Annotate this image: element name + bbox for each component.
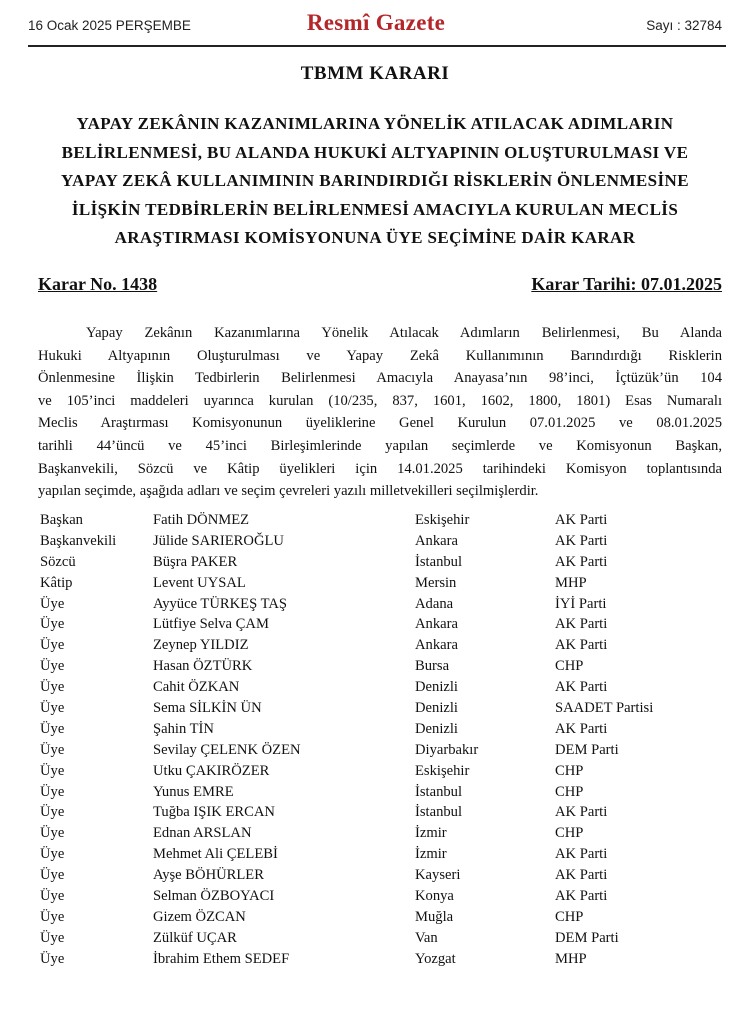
member-role: Üye xyxy=(40,595,65,612)
member-name: Yunus EMRE xyxy=(153,783,234,800)
member-row xyxy=(38,700,738,721)
member-constituency: İzmir xyxy=(415,846,447,863)
member-name: Lütfiye Selva ÇAM xyxy=(153,616,269,633)
member-constituency: Diyarbakır xyxy=(415,741,479,758)
member-party: AK Parti xyxy=(555,512,608,528)
member-row xyxy=(38,512,738,533)
body-line: Hukuki Altyapının Oluşturulması ve Yapay Zekâ Kullanımının Barındırdığı Risklerin xyxy=(38,347,722,364)
member-party: AK Parti xyxy=(555,679,608,696)
member-row xyxy=(38,721,738,742)
member-row xyxy=(38,679,738,700)
member-constituency: Eskişehir xyxy=(415,512,470,528)
member-row xyxy=(38,763,738,784)
member-row xyxy=(38,554,738,575)
subject-line: İLİŞKİN TEDBİRLERİN BELİRLENMESİ AMACIYLA KURULAN MECLİS xyxy=(71,199,679,219)
member-constituency: İstanbul xyxy=(415,804,463,821)
member-row xyxy=(38,658,738,679)
member-party: CHP xyxy=(555,908,584,925)
member-role: Üye xyxy=(40,888,65,905)
member-role: Üye xyxy=(40,867,65,884)
member-role: Üye xyxy=(40,846,65,863)
subject-line: ARAŞTIRMASI KOMİSYONUNA ÜYE SEÇİMİNE DAİR KARAR xyxy=(114,228,636,248)
member-name: Jülide SARIEROĞLU xyxy=(153,532,284,549)
member-name: Cahit ÖZKAN xyxy=(153,679,240,696)
member-role: Üye xyxy=(40,929,65,946)
members-list xyxy=(38,512,738,972)
subject-line: BELİRLENMESİ, BU ALANDA HUKUKİ ALTYAPININ OLUŞTURULMASI VE xyxy=(61,142,689,162)
member-name: Büşra PAKER xyxy=(153,553,238,570)
subject-line: YAPAY ZEKÂNIN KAZANIMLARINA YÖNELİK ATILACAK ADIMLARIN xyxy=(76,114,674,133)
member-constituency: Mersin xyxy=(415,574,457,591)
decision-number: Karar No. 1438 xyxy=(38,274,158,294)
body-line: Başkanvekili, Sözcü ve Kâtip üyelikleri için 14.01.2025 tarihindeki Komisyon toplantısında xyxy=(38,460,722,477)
member-name: Levent UYSAL xyxy=(153,574,246,591)
member-name: Şahin TİN xyxy=(153,720,214,737)
member-constituency: Ankara xyxy=(415,532,458,549)
member-constituency: İstanbul xyxy=(415,783,463,800)
member-party: DEM Parti xyxy=(555,929,619,946)
member-party: AK Parti xyxy=(555,637,608,654)
subject-line: YAPAY ZEKÂ KULLANIMININ BARINDIRDIĞI RİSKLERİN ÖNLENMESİNE xyxy=(61,171,689,191)
decision-subject xyxy=(40,110,710,253)
member-party: DEM Parti xyxy=(555,741,619,758)
member-party: MHP xyxy=(555,950,587,967)
member-role: Üye xyxy=(40,804,65,821)
member-role: Üye xyxy=(40,637,65,654)
member-role: Üye xyxy=(40,908,65,925)
member-row xyxy=(38,742,738,763)
member-party: AK Parti xyxy=(555,616,608,633)
member-constituency: Muğla xyxy=(415,908,454,925)
member-name: Ayşe BÖHÜRLER xyxy=(153,867,264,884)
member-party: CHP xyxy=(555,783,584,800)
member-constituency: Ankara xyxy=(415,616,458,633)
member-row xyxy=(38,804,738,825)
issue-number: Sayı : 32784 xyxy=(646,18,722,33)
member-party: SAADET Partisi xyxy=(555,700,654,717)
member-name: Selman ÖZBOYACI xyxy=(153,888,275,905)
member-role: Üye xyxy=(40,616,65,633)
member-party: AK Parti xyxy=(555,720,608,737)
member-name: İbrahim Ethem SEDEF xyxy=(153,950,290,967)
member-name: Sevilay ÇELENK ÖZEN xyxy=(153,741,301,758)
member-role: Başkan xyxy=(40,512,83,528)
member-party: AK Parti xyxy=(555,532,608,549)
member-name: Utku ÇAKIRÖZER xyxy=(153,762,270,779)
member-row xyxy=(38,951,738,972)
member-party: AK Parti xyxy=(555,804,608,821)
body-line: yapılan seçimde, aşağıda adları ve seçim çevreleri yazılı milletvekilleri seçilmişlerdir. xyxy=(38,483,539,500)
member-row xyxy=(38,888,738,909)
member-row xyxy=(38,533,738,554)
member-row xyxy=(38,616,738,637)
member-constituency: Denizli xyxy=(415,679,458,696)
member-party: AK Parti xyxy=(555,846,608,863)
member-role: Üye xyxy=(40,825,65,842)
gazette-title: Resmî Gazete xyxy=(306,10,446,35)
member-row xyxy=(38,575,738,596)
member-role: Üye xyxy=(40,658,65,675)
member-name: Zülküf UÇAR xyxy=(153,929,237,946)
member-constituency: Ankara xyxy=(415,637,458,654)
member-role: Üye xyxy=(40,720,65,737)
member-constituency: İstanbul xyxy=(415,553,463,570)
member-party: CHP xyxy=(555,762,584,779)
member-role: Üye xyxy=(40,762,65,779)
member-row xyxy=(38,596,738,617)
member-row xyxy=(38,825,738,846)
body-line: tarihli 44’üncü ve 45’inci Birleşimlerinde yapılan seçimlerde ve Komisyonun Başkan, xyxy=(38,437,722,454)
member-name: Hasan ÖZTÜRK xyxy=(153,658,253,675)
member-row xyxy=(38,867,738,888)
member-party: CHP xyxy=(555,658,584,675)
member-row xyxy=(38,784,738,805)
member-row xyxy=(38,637,738,658)
member-constituency: Adana xyxy=(415,595,454,612)
member-party: MHP xyxy=(555,574,587,591)
body-line: ve 105’inci maddeleri uyarınca kurulan (10/235, 837, 1601, 1602, 1800, 1801) Esas Numaralı xyxy=(38,392,722,409)
member-name: Tuğba IŞIK ERCAN xyxy=(153,804,275,821)
publication-date: 16 Ocak 2025 PERŞEMBE xyxy=(28,18,191,33)
member-row xyxy=(38,909,738,930)
gazette-header xyxy=(26,8,726,44)
member-role: Sözcü xyxy=(40,553,76,570)
body-line: Yapay Zekânın Kazanımlarına Yönelik Atılacak Adımların Belirlenmesi, Bu Alanda xyxy=(86,325,722,341)
member-constituency: Eskişehir xyxy=(415,762,470,779)
header-divider xyxy=(28,45,726,47)
member-name: Ednan ARSLAN xyxy=(153,825,252,842)
member-constituency: Van xyxy=(415,929,438,946)
body-line: Meclis Araştırması Komisyonunun üyeliklerine Genel Kurulun 07.01.2025 ve 08.01.2025 xyxy=(38,415,722,432)
member-role: Başkanvekili xyxy=(40,532,117,549)
member-name: Ayyüce TÜRKEŞ TAŞ xyxy=(153,595,287,612)
member-name: Mehmet Ali ÇELEBİ xyxy=(153,846,278,863)
member-constituency: Konya xyxy=(415,888,454,905)
member-party: AK Parti xyxy=(555,553,608,570)
member-role: Kâtip xyxy=(40,574,73,591)
member-party: İYİ Parti xyxy=(555,595,607,612)
member-name: Fatih DÖNMEZ xyxy=(153,512,250,528)
decision-body xyxy=(38,322,722,503)
member-name: Sema SİLKİN ÜN xyxy=(153,700,262,717)
decision-type-heading: TBMM KARARI xyxy=(300,63,450,84)
member-constituency: Kayseri xyxy=(415,867,461,884)
member-row xyxy=(38,846,738,867)
member-constituency: Denizli xyxy=(415,720,458,737)
member-constituency: İzmir xyxy=(415,825,447,842)
member-party: AK Parti xyxy=(555,888,608,905)
member-name: Gizem ÖZCAN xyxy=(153,908,246,925)
member-party: AK Parti xyxy=(555,867,608,884)
member-role: Üye xyxy=(40,700,65,717)
decision-date: Karar Tarihi: 07.01.2025 xyxy=(531,274,722,294)
member-row xyxy=(38,930,738,951)
member-role: Üye xyxy=(40,950,65,967)
member-role: Üye xyxy=(40,679,65,696)
member-role: Üye xyxy=(40,783,65,800)
member-constituency: Yozgat xyxy=(415,950,456,967)
member-party: CHP xyxy=(555,825,584,842)
member-name: Zeynep YILDIZ xyxy=(153,637,249,654)
member-constituency: Denizli xyxy=(415,700,458,717)
member-role: Üye xyxy=(40,741,65,758)
body-line: Önlenmesine İlişkin Tedbirlerin Belirlenmesi Amacıyla Anayasa’nın 98’inci, İçtüzük’ün 104 xyxy=(38,370,722,387)
member-constituency: Bursa xyxy=(415,658,450,675)
